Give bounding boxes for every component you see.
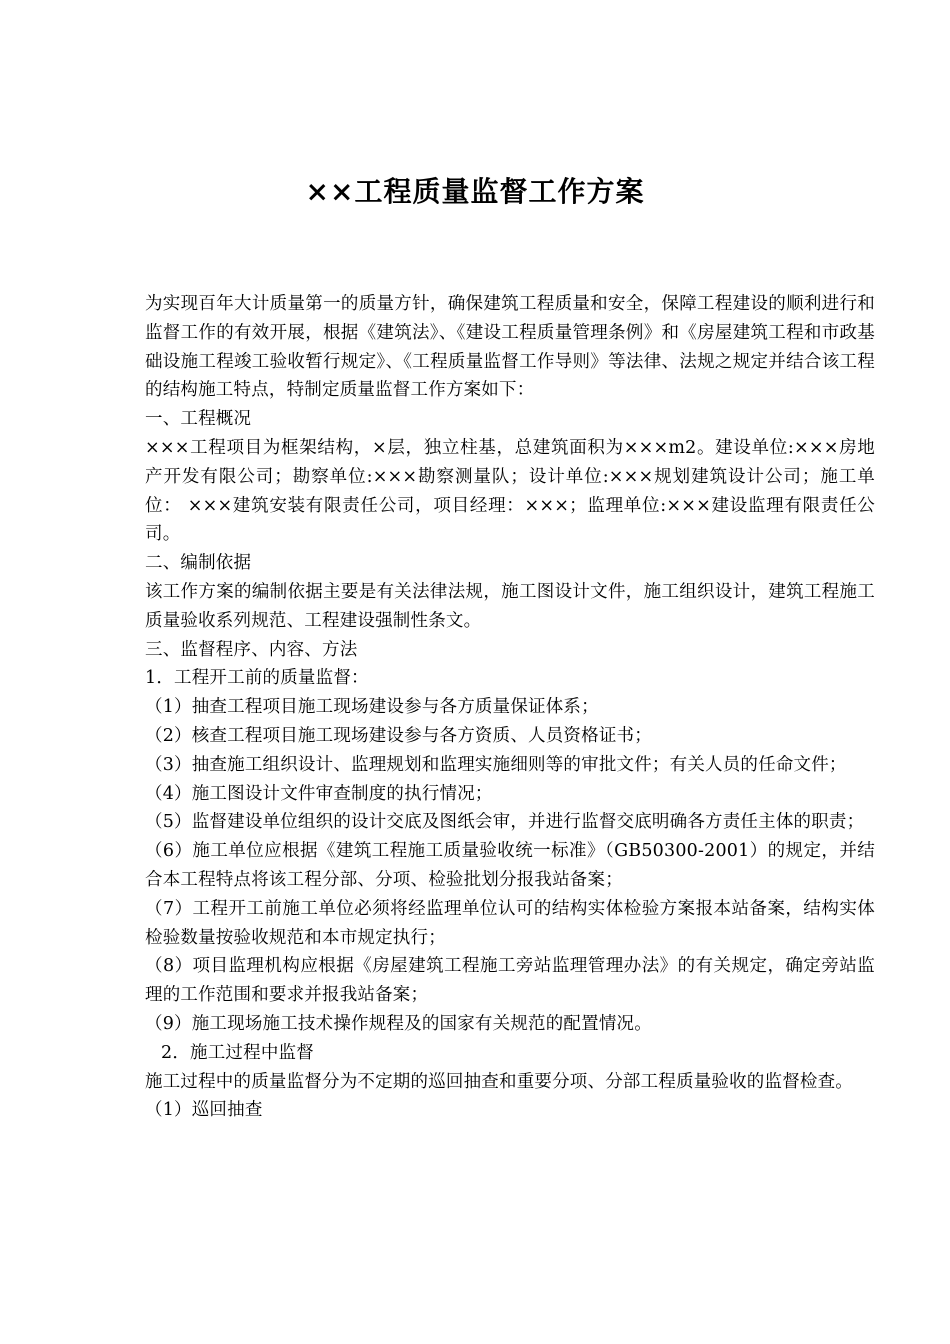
paragraph: ×××工程项目为框架结构，×层，独立柱基，总建筑面积为×××m2。建设单位:×××房地产开发有限公司；勘察单位:×××勘察测量队；设计单位:×××规划建筑设计公司；施工单位： ×××建筑安装有限责任公司，项目经理：×××；监理单位:×××建设监理有限责任公司。 — [145, 437, 875, 545]
list-item: （5）监督建设单位组织的设计交底及图纸会审，并进行监督交底明确各方责任主体的职责； — [145, 812, 865, 833]
paragraph: 施工过程中的质量监督分为不定期的巡回抽查和重要分项、分部工程质量验收的监督检查。 — [145, 1071, 853, 1092]
list-item: （1）抽查工程项目施工现场建设参与各方质量保证体系； — [145, 697, 599, 718]
document-body — [145, 290, 875, 1125]
section-heading: 一、工程概况 — [145, 409, 252, 430]
list-item: （4）施工图设计文件审查制度的执行情况； — [145, 783, 493, 804]
subsection-heading: 2．施工过程中监督 — [161, 1042, 314, 1063]
document-title: ××工程质量监督工作方案 — [305, 175, 645, 208]
list-item: （6）施工单位应根据《建筑工程施工质量验收统一标准》（GB50300-2001）的规定，并结合本工程特点将该工程分部、分项、检验批划分报我站备案； — [145, 841, 875, 890]
paragraph: 该工作方案的编制依据主要是有关法律法规，施工图设计文件，施工组织设计，建筑工程施工质量验收系列规范、工程建设强制性条文。 — [145, 581, 875, 631]
intro-paragraph: 为实现百年大计质量第一的质量方针，确保建筑工程质量和安全，保障工程建设的顺利进行和监督工作的有效开展，根据《建筑法》、《建设工程质量管理条例》和《房屋建筑工程和市政基础设施工程竣工验收暂行规定》、《工程质量监督工作导则》等法律、法规之规定并结合该工程的结构施工特点，特制定质量监督工作方案如下： — [145, 294, 875, 401]
section-heading: 二、编制依据 — [145, 553, 252, 574]
list-item: （7）工程开工前施工单位必须将经监理单位认可的结构实体检验方案报本站备案，结构实体检验数量按验收规范和本市规定执行； — [145, 898, 875, 948]
list-item: （2）核查工程项目施工现场建设参与各方资质、人员资格证书； — [145, 725, 652, 746]
list-item: （9）施工现场施工技术操作规程及的国家有关规范的配置情况。 — [145, 1013, 652, 1034]
list-item: （3）抽查施工组织设计、监理规划和监理实施细则等的审批文件；有关人员的任命文件； — [145, 754, 847, 775]
section-heading: 三、监督程序、内容、方法 — [145, 639, 358, 660]
list-item: （1）巡回抽查 — [145, 1100, 263, 1121]
subsection-heading: 1．工程开工前的质量监督： — [145, 668, 369, 689]
list-item: （8）项目监理机构应根据《房屋建筑工程施工旁站监理管理办法》的有关规定，确定旁站监理的工作范围和要求并报我站备案； — [145, 956, 875, 1006]
